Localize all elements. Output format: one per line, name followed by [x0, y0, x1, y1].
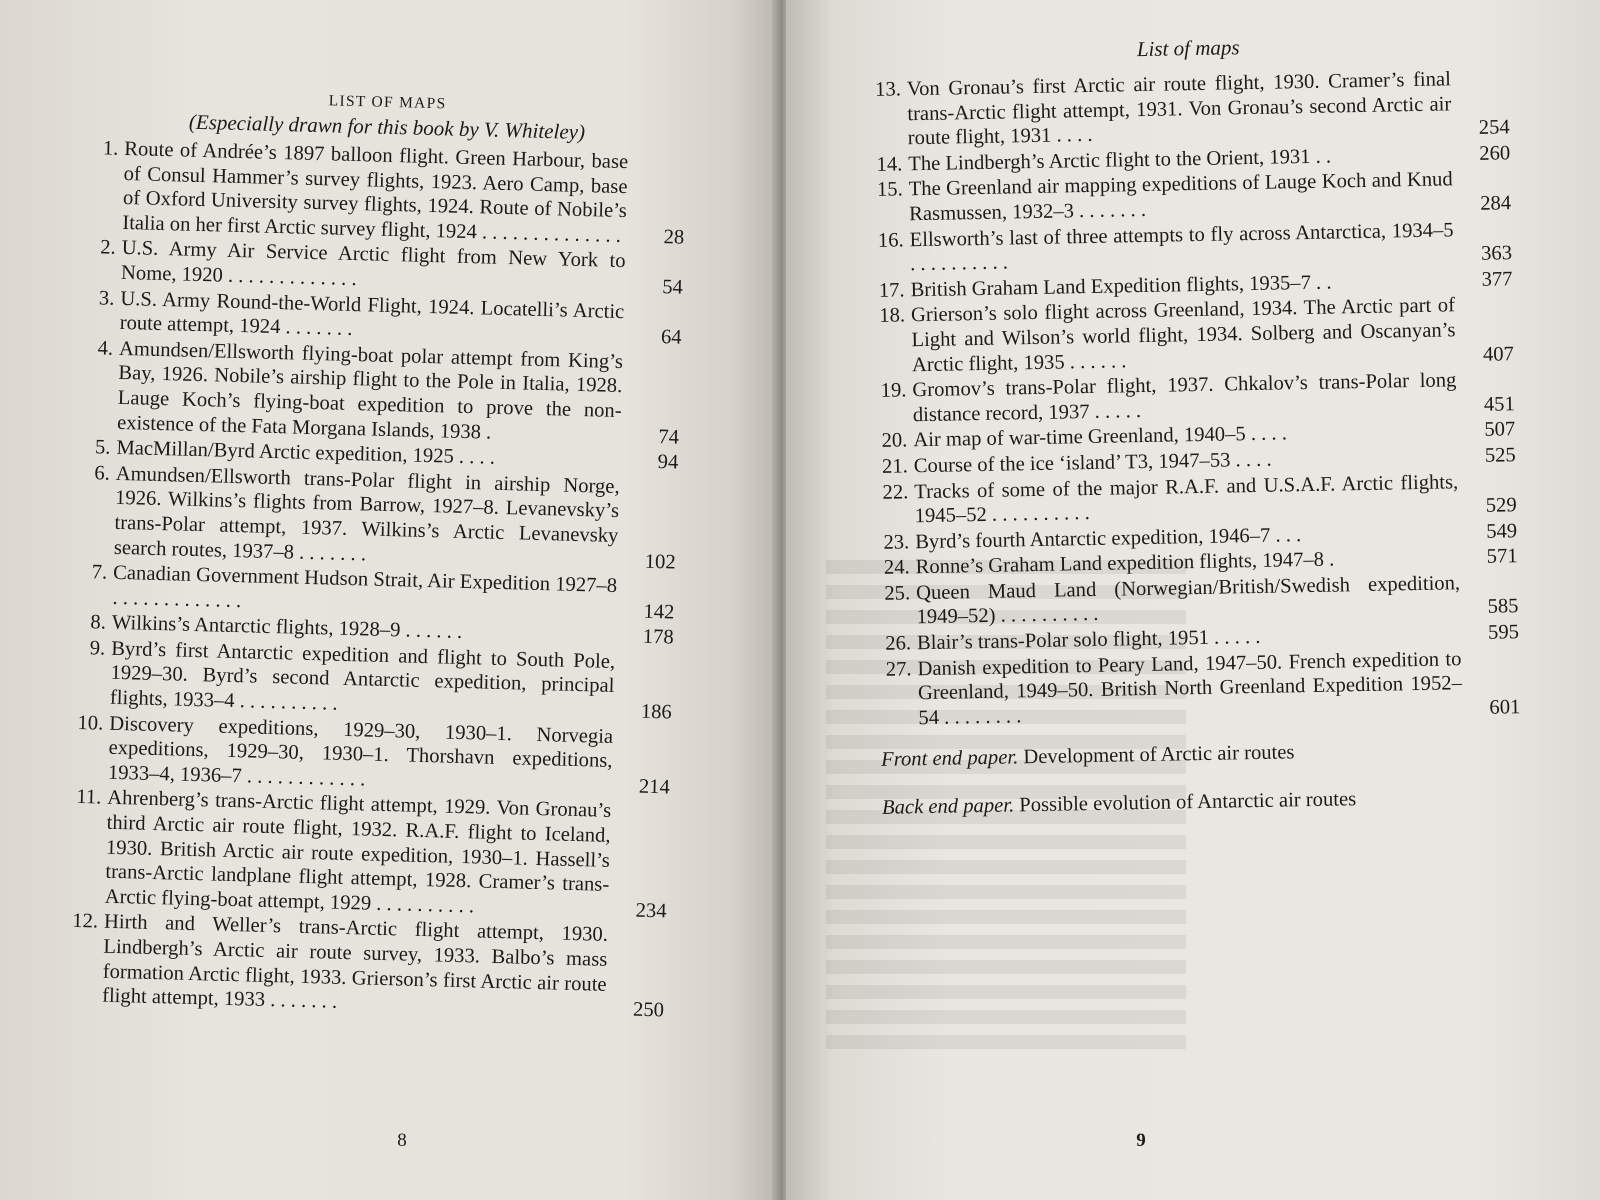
map-entry [70, 710, 672, 799]
front-endpaper-entry [881, 736, 1521, 774]
right-page-column [868, 28, 1522, 821]
map-entry-title: Wilkins’s Antarctic flights, 1928–9 . . . . . . [111, 612, 463, 644]
map-entry [76, 461, 678, 575]
map-entry-page: 525 [1484, 444, 1516, 467]
map-entry-page: 601 [1489, 696, 1521, 719]
map-entry-number: 22. [882, 480, 909, 504]
left-page [0, 0, 780, 1200]
map-entry-page: 451 [1483, 392, 1515, 416]
map-entry-page: 74 [658, 425, 680, 449]
map-entry [873, 293, 1514, 378]
map-entry-page: 529 [1485, 494, 1517, 517]
map-entry-number: 9. [89, 637, 106, 660]
map-entry-title: U.S. Army Air Service Arctic flight from New York to Nome, 1920 . . . . . . . . . . . . . [120, 237, 626, 291]
map-entry-number: 11. [76, 786, 102, 810]
map-entry-number: 1. [102, 137, 119, 160]
running-head: List of maps [1136, 35, 1240, 62]
map-entry [64, 909, 666, 1023]
map-entry-page: 28 [663, 225, 685, 249]
map-entry-title: Hirth and Weller’s trans-Arctic flight attempt, 1930. Lindbergh’s Arctic air route survey, 1933. Balbo’s mass formation Arctic flight, 1933. Grierson’s first Arctic air route flight attempt, 1933 . . . . . . . [101, 911, 609, 1014]
map-entry-number: 15. [876, 178, 903, 202]
map-entry-page: 250 [632, 998, 665, 1022]
map-entry-page: 254 [1478, 116, 1510, 140]
heading-title: LIST OF MAPS [328, 92, 447, 113]
map-entry-title: Gromov’s trans-Polar flight, 1937. Chkalov’s trans-Polar long distance record, 1937 . . . . . [912, 369, 1457, 426]
map-entry-page: 407 [1482, 342, 1515, 366]
right-page [786, 0, 1600, 1200]
map-entry-title: Ellsworth’s last of three attempts to fly across Antarctica, 1934–5 . . . . . . . . . . [909, 218, 1454, 276]
map-entry-number: 23. [883, 531, 910, 554]
map-entry-number: 14. [876, 153, 903, 176]
map-entry-title: Von Gronau’s first Arctic air route flight, 1930. Cramer’s final trans-Arctic flight attempt, 1931. Von Gronau’s second Arctic air route flight, 1931 . . . . [906, 68, 1452, 150]
endpaper-label: Back end paper. [881, 794, 1015, 820]
map-entry-number: 17. [878, 279, 905, 302]
map-entry-number: 20. [881, 429, 908, 453]
back-endpaper-entry [882, 784, 1522, 822]
map-entry-number: 8. [90, 611, 107, 634]
map-entry-title: Danish expedition to Peary Land, 1947–50. French expedition to Greenland, 1949–50. British North Greenland Expedition 1952–54 . . . . . . . . [917, 647, 1463, 730]
map-entry-number: 2. [99, 236, 117, 260]
map-entry-number: 25. [884, 582, 911, 605]
map-entry-number: 21. [881, 455, 909, 478]
map-entry-page: 234 [635, 899, 667, 923]
map-entry-number: 19. [880, 379, 907, 402]
endpaper-text: Possible evolution of Antarctic air routes [1019, 788, 1357, 817]
map-entry-page: 54 [661, 276, 684, 299]
map-entry-number: 24. [883, 556, 910, 580]
map-entry-title: Queen Maud Land (Norwegian/British/Swedish expedition, 1949–52) . . . . . . . . . . [915, 572, 1461, 629]
map-entry-page: 64 [660, 326, 682, 349]
map-entry-page: 94 [657, 451, 679, 474]
map-entry-number: 10. [77, 711, 104, 735]
map-entry-page: 142 [643, 600, 675, 624]
map-entry [869, 66, 1510, 151]
map-entry-page: 507 [1484, 418, 1516, 442]
map-entry-number: 6. [94, 462, 111, 485]
map-entry-title: Amundsen/Ellsworth trans-Polar flight in airship Norge, 1926. Wilkins’s flights from Barrow, 1927–8. Levanevsky’s trans-Polar attempt, 1937. Wilkins’s Arctic Levanevsky search routes, 1937–8 . . . . . . . [113, 462, 620, 565]
left-page-column [64, 84, 688, 1024]
map-entry-page: 585 [1487, 595, 1519, 619]
map-entry-title: Air map of war-time Greenland, 1940–5 . . . . [913, 422, 1288, 452]
map-entry-number: 4. [97, 337, 114, 360]
map-entry-title: Ahrenberg’s trans-Arctic flight attempt, 1929. Von Gronau’s third Arctic air route flight, 1932. R.A.F. flight to Iceland, 1930. British Arctic air route expedition, 1930–1. Hassell’s trans-Arctic landplane flight attempt, 1928. Cramer’s trans-Arctic flying-boat attempt, 1929 . . . . . . . . . . [104, 787, 612, 918]
map-entry-title: Route of Andrée’s 1897 balloon flight. Green Harbour, base of Consul Hammer’s survey flights, 1923. Aero Camp, base of Oxford University survey flights, 1924. Route of Nobile’s Italia on her first Arctic survey flight, 1924 . . . . . . . . . . . . . . [122, 137, 629, 247]
page-number-right: 9 [1136, 1130, 1146, 1151]
map-entry-page: 102 [644, 550, 676, 574]
map-entry-number: 3. [98, 286, 115, 310]
map-entry-number: 27. [885, 657, 912, 681]
map-entry-page: 178 [642, 625, 674, 649]
map-entry-title: Byrd’s fourth Antarctic expedition, 1946–7 . . . [915, 523, 1302, 553]
map-entry-title: Discovery expeditions, 1929–30, 1930–1. Norvegia expeditions, 1929–30, 1930–1. Thorshavn expeditions, 1933–4, 1936–7 . . . . . . . . . . . . [107, 712, 614, 791]
endpaper-text: Development of Arctic air routes [1023, 741, 1295, 769]
page-number-left: 8 [397, 1130, 407, 1151]
map-entry-number: 18. [879, 304, 906, 328]
map-entry-title: Canadian Government Hudson Strait, Air Expedition 1927–8 . . . . . . . . . . . . . [112, 561, 618, 612]
map-entry-title: Tracks of some of the major R.A.F. and U.S.A.F. Arctic flights, 1945–52 . . . . . . . . . . [914, 470, 1459, 528]
map-entry-page: 549 [1486, 519, 1518, 543]
map-entry-number: 16. [877, 228, 904, 252]
map-list-right [869, 66, 1521, 731]
heading-subtitle: (Especially drawn for this book by V. Whiteley) [188, 109, 586, 145]
map-entry [66, 785, 669, 924]
map-entry-title: Course of the ice ‘island’ T3, 1947–53 . . . . [913, 448, 1272, 478]
map-entry-page: 363 [1480, 242, 1513, 265]
map-entry [84, 136, 686, 250]
map-entry-page: 377 [1481, 267, 1513, 291]
map-list-left [64, 136, 687, 1023]
map-entry [879, 646, 1520, 731]
map-entry-title: U.S. Army Round-the-World Flight, 1924. Locatelli’s Arctic route attempt, 1924 . . . . . . . [119, 287, 625, 341]
map-entry-title: British Graham Land Expedition flights, 1935–7 . . [910, 271, 1332, 302]
map-entry-title: The Greenland air mapping expeditions of Lauge Koch and Knud Rasmussen, 1932–3 . . . . . . . [908, 168, 1453, 226]
endpaper-label: Front end paper. [881, 746, 1019, 772]
map-entry-page: 214 [638, 775, 671, 799]
map-entry-title: Ronne’s Graham Land expedition flights, 1947–8 . [915, 548, 1335, 579]
map-entry-title: Amundsen/Ellsworth flying-boat polar attempt from King’s Bay, 1926. Nobile’s airship flight to the Pole in Italia, 1928. Lauge Koch’s flying-boat expedition to prove the non-existence of the Fata Morgana Islands, 1938 . [116, 337, 624, 444]
map-entry [79, 336, 681, 450]
map-entry [72, 636, 674, 725]
map-entry-page: 186 [640, 700, 673, 724]
map-entry-title: Grierson’s solo flight across Greenland, 1934. The Arctic part of Light and Wilson’s world flight, 1934. Solberg and Oscanyan’s Arctic flight, 1935 . . . . . . [910, 294, 1456, 376]
map-entry-number: 26. [885, 632, 912, 655]
map-entry-title: MacMillan/Byrd Arctic expedition, 1925 . . . . [116, 436, 496, 469]
map-entry-page: 595 [1487, 621, 1520, 644]
map-entry-number: 12. [72, 910, 99, 933]
map-entry-number: 7. [91, 561, 108, 584]
map-entry-title: Blair’s trans-Polar solo flight, 1951 . . . . . [916, 625, 1261, 655]
map-entry-number: 13. [874, 78, 902, 101]
map-entry-page: 284 [1480, 192, 1512, 215]
map-entry-number: 5. [94, 436, 111, 459]
map-entry-page: 571 [1486, 545, 1518, 569]
map-entry-page: 260 [1479, 142, 1511, 165]
map-entry-title: Byrd’s first Antarctic expedition and flight to South Pole, 1929–30. Byrd’s second Antarctic expedition, principal flights, 1933–4 . . . . . . . . . . [109, 637, 616, 715]
map-entry-title: The Lindbergh’s Arctic flight to the Orient, 1931 . . [908, 145, 1332, 176]
